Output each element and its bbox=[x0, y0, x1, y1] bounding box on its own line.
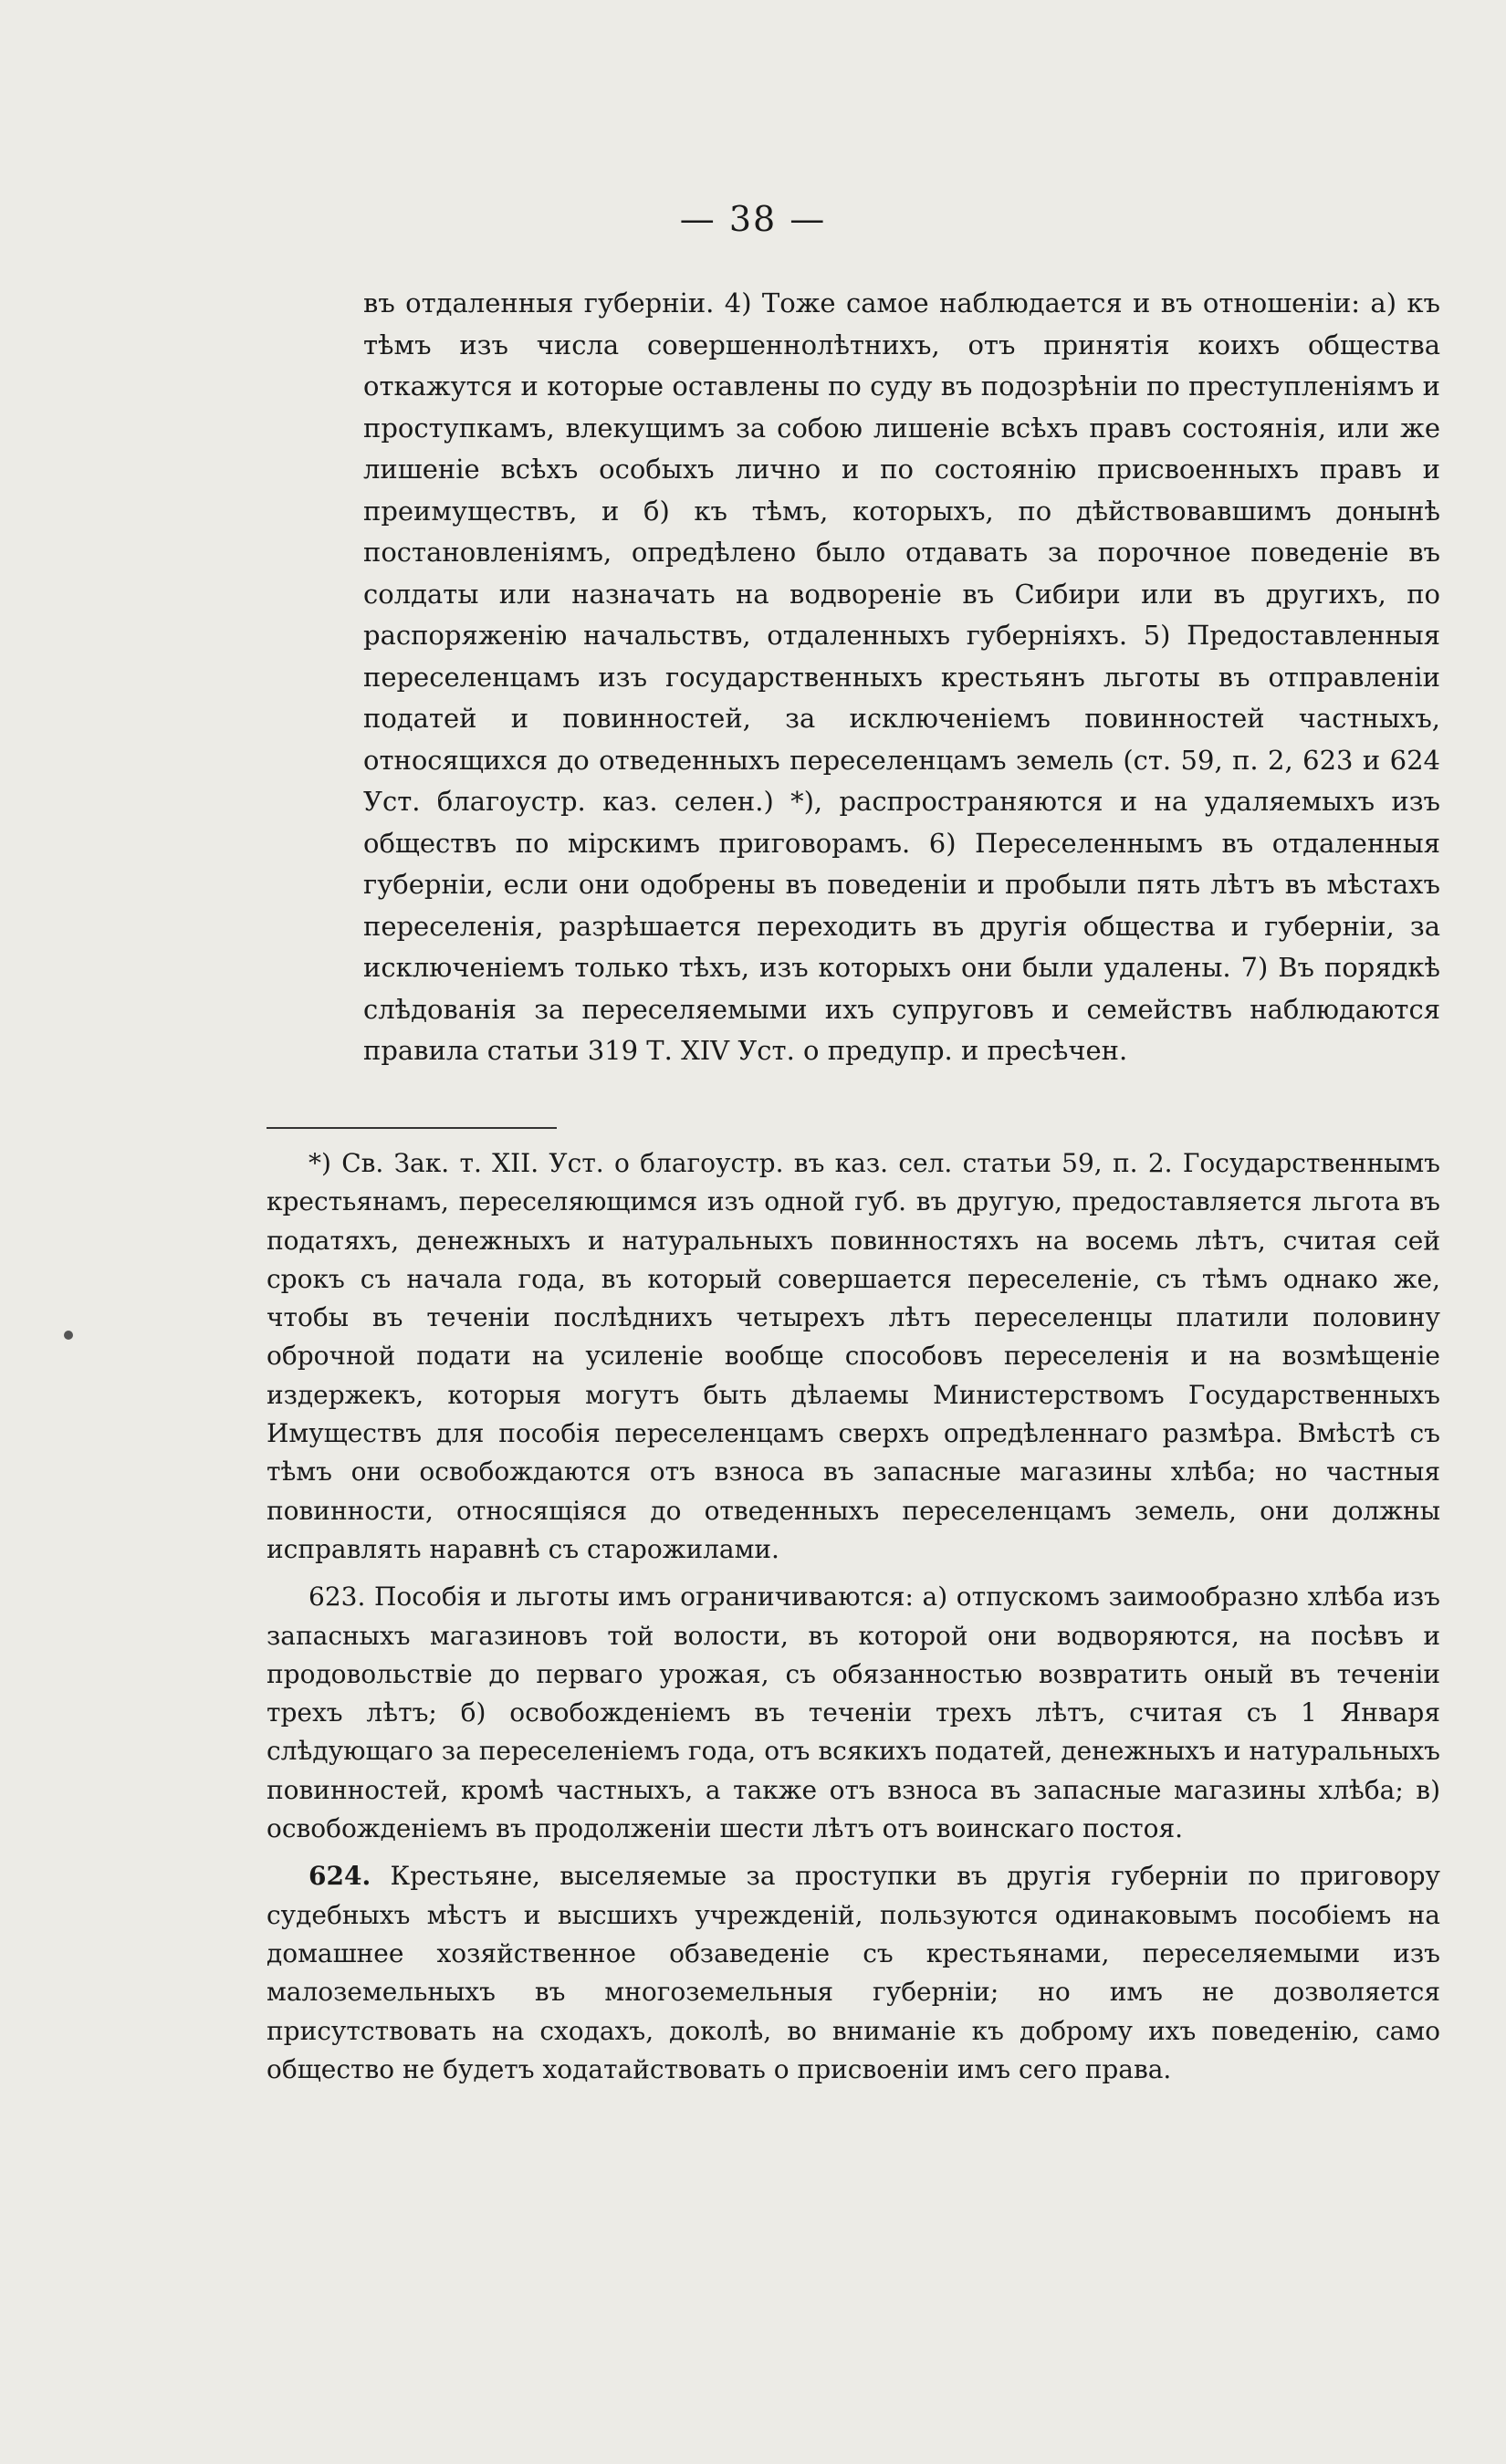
page-number: — 38 — bbox=[679, 199, 827, 239]
footnote-3-number: 624. bbox=[309, 1861, 371, 1892]
footnote-separator bbox=[267, 1127, 557, 1129]
footnote-3 bbox=[267, 1857, 1440, 2089]
main-paragraph: въ отдаленныя губерніи. 4) Тоже самое наблюдается и въ отношеніи: а) къ тѣмъ изъ числа совершеннолѣтнихъ, отъ принятія коихъ общества откажутся и которые оставлены по суду въ подозрѣніи по преступленіямъ и проступкамъ, влекущимъ за собою лишеніе всѣхъ правъ состоянія, или же лишеніе всѣхъ особыхъ лично и по состоянію присвоенныхъ правъ и преимуществъ, и б) къ тѣмъ, которыхъ, по дѣйствовавшимъ донынѣ постановленіямъ, опредѣлено было отдавать за порочное поведеніе въ солдаты или назначать на водвореніе въ Сибири или въ другихъ, по распоряженію начальствъ, отдаленныхъ губерніяхъ. 5) Предоставленныя переселенцамъ изъ государственныхъ крестьянъ льготы въ отправленіи податей и повинностей, за исключеніемъ повинностей частныхъ, относящихся до отведенныхъ переселенцамъ земель (ст. 59, п. 2, 623 и 624 Уст. благоустр. каз. селен.) *), распространяются и на удаляемыхъ изъ обществъ по мірскимъ приговорамъ. 6) Переселеннымъ въ отдаленныя губерніи, если они одобрены въ поведеніи и пробыли пять лѣтъ въ мѣстахъ переселенія, разрѣшается переходить въ другія общества и губерніи, за исключеніемъ только тѣхъ, изъ которыхъ они были удалены. 7) Въ порядкѣ слѣдованія за переселяемыми ихъ супруговъ и семействъ наблюдаются правила статьи 319 Т. XIV Уст. о предупр. и пресѣчен. bbox=[363, 287, 1440, 1066]
ink-speck bbox=[64, 1331, 73, 1340]
footnote-3-text: Крестьяне, выселяемые за проступки въ другія губерніи по приговору судебныхъ мѣстъ и высшихъ учрежденій, пользуются одинаковымъ пособіемъ на домашнее хозяйственное обзаведеніе съ крестьянами, переселяемыми изъ малоземельныхъ въ многоземельныя губерніи; но имъ не дозволяется присутствовать на сходахъ, доколѣ, во вниманіе къ доброму ихъ поведенію, само общество не будетъ ходатайствовать о присвоеніи имъ сего права. bbox=[267, 1861, 1441, 2084]
footnote-2 bbox=[267, 1578, 1440, 1848]
footnotes-block bbox=[267, 1144, 1440, 2098]
footnote-2-text: Пособія и льготы имъ ограничиваются: а) отпускомъ заимообразно хлѣба изъ запасныхъ магазиновъ той волости, въ которой они водворяются, на посѣвъ и продовольствіе до перваго урожая, съ обязанностью возвратить оный въ теченіи трехъ лѣтъ; б) освобожденіемъ въ теченіи трехъ лѣтъ, считая съ 1 Января слѣдующаго за переселеніемъ года, отъ всякихъ податей, денежныхъ и натуральныхъ повинностей, кромѣ частныхъ, а также отъ взноса въ запасные магазины хлѣба; в) освобожденіемъ въ продолженіи шести лѣтъ отъ воинскаго постоя. bbox=[267, 1582, 1440, 1844]
footnote-1: *) Св. Зак. т. XII. Уст. о благоустр. въ каз. сел. статьи 59, п. 2. Государственнымъ крестьянамъ, переселяющимся изъ одной губ. въ другую, предоставляется льгота въ податяхъ, денежныхъ и натуральныхъ повинностяхъ на восемь лѣтъ, считая сей срокъ съ начала года, въ который совершается переселеніе, съ тѣмъ однако же, чтобы въ течeніи послѣднихъ четырехъ лѣтъ переселенцы платили половину оброчной подати на усиленіе вообще способовъ переселенія и на возмѣщеніе издержекъ, которыя могутъ быть дѣлаемы Министерствомъ Государственныхъ Имуществъ для пособія переселенцамъ сверхъ опредѣленнаго размѣра. Вмѣстѣ съ тѣмъ они освобождаются отъ взноса въ запасные магазины хлѣба; но частныя повинности, относящіяся до отведенныхъ переселенцамъ земель, они должны исправлять наравнѣ съ старожилами. bbox=[267, 1148, 1440, 1564]
footnote-2-number: 623. bbox=[309, 1582, 366, 1613]
main-text-block bbox=[363, 283, 1440, 1072]
